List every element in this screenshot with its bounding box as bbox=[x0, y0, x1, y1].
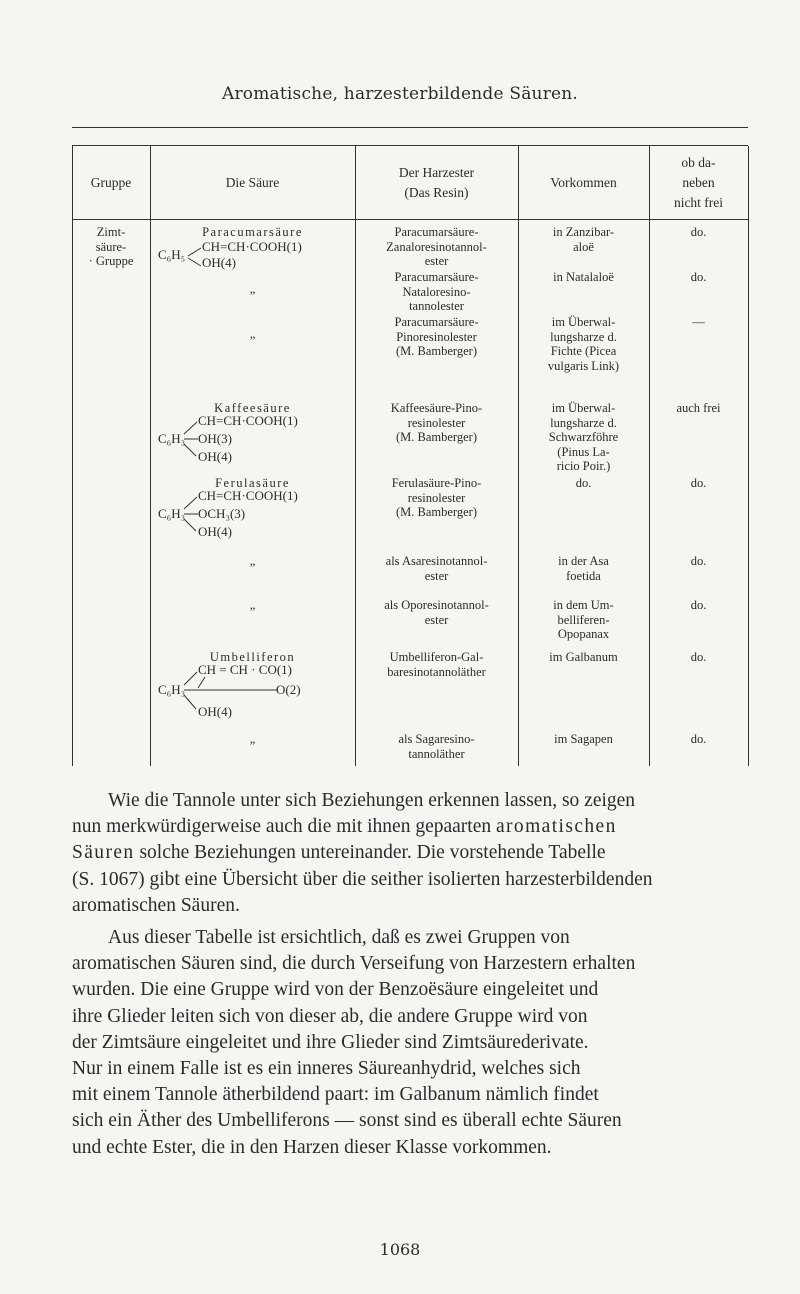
frei-cell: do. bbox=[690, 732, 707, 746]
text-line: aromatischen Säuren sind, die durch Verseifung von Harzestern erhalten bbox=[72, 953, 636, 975]
formula-kaffee bbox=[158, 414, 348, 466]
ditto-mark: „ bbox=[249, 598, 256, 612]
formula-sub: CH=CH·COOH(1) bbox=[202, 239, 302, 254]
table-row: als Asaresinotannol- ester bbox=[385, 554, 488, 583]
header-frei: ob da- neben nicht frei bbox=[673, 154, 724, 210]
table-row: Paracumarsäure- Zanaloresinotannol- ester bbox=[386, 225, 487, 268]
vorkommen-cell: in Zanzibar- aloë bbox=[552, 225, 615, 254]
vorkommen-cell: im Galbanum bbox=[549, 650, 618, 664]
formula-sub: OH(4) bbox=[202, 255, 236, 270]
frei-cell: do. bbox=[690, 598, 707, 612]
text-line: sich ein Äther des Umbelliferons — sonst sind es überall echte Säuren bbox=[72, 1110, 622, 1132]
table-border-right bbox=[748, 146, 749, 766]
ditto-mark: „ bbox=[249, 554, 256, 568]
table-row: Umbelliferon-Gal- baresinotannoläther bbox=[387, 650, 486, 679]
formula-paracumar bbox=[158, 239, 348, 273]
formula-main: C₆H₃ bbox=[158, 506, 186, 521]
acid-table bbox=[72, 146, 748, 766]
frei-cell: do. bbox=[690, 225, 707, 239]
vorkommen-cell: in Natalaloë bbox=[553, 270, 614, 284]
formula-sub: O(2) bbox=[276, 682, 301, 697]
header-saeure: Die Säure bbox=[225, 174, 280, 190]
frei-cell: do. bbox=[690, 650, 707, 664]
vorkommen-cell: do. bbox=[575, 476, 592, 490]
text-line: nun merkwürdigerweise auch die mit ihnen gepaarten aromatischen bbox=[72, 816, 617, 838]
acid-name-ferula: Ferulasäure bbox=[215, 476, 290, 490]
table-row: Ferulasäure-Pino- resinolester (M. Bamberger) bbox=[391, 476, 482, 519]
paragraph-2 bbox=[72, 925, 748, 1161]
formula-ferula bbox=[158, 489, 348, 541]
acid-name-umbelliferon: Umbelliferon bbox=[209, 650, 296, 664]
text-line: der Zimtsäure eingeleitet und ihre Glieder sind Zimtsäurederivate. bbox=[72, 1031, 589, 1053]
frei-cell: do. bbox=[690, 270, 707, 284]
formula-main: C₆H₃ bbox=[158, 682, 186, 697]
vorkommen-cell: in der Asa foetida bbox=[558, 554, 609, 583]
acid-name-kaffee: Kaffeesäure bbox=[214, 401, 291, 415]
formula-sub: CH = CH · CO(1) bbox=[198, 662, 292, 677]
vorkommen-cell: im Sagapen bbox=[554, 732, 613, 746]
frei-cell: do. bbox=[690, 554, 707, 568]
vorkommen-cell: im Überwal- lungsharze d. Schwarzföhre (Pinus La- ricio Poir.) bbox=[548, 401, 619, 473]
header-vorkommen: Vorkommen bbox=[550, 174, 617, 190]
vorkommen-cell: im Überwal- lungsharze d. Fichte (Picea vulgaris Link) bbox=[547, 315, 620, 373]
text-line: ihre Glieder leiten sich von dieser ab, die andere Gruppe wird von bbox=[72, 1005, 588, 1027]
formula-sub: OH(3) bbox=[198, 431, 232, 446]
table-row: als Sagaresino- tannoläther bbox=[398, 732, 475, 761]
frei-cell: — bbox=[692, 315, 705, 329]
ditto-mark: „ bbox=[249, 732, 256, 746]
page-number: 1068 bbox=[379, 1240, 421, 1259]
text-line: Säuren solche Beziehungen untereinander. Die vorstehende Tabelle bbox=[72, 842, 606, 864]
table-row: Paracumarsäure- Nataloresino- tannolester bbox=[394, 270, 479, 313]
table-row: Kaffeesäure-Pino- resinolester (M. Bamberger) bbox=[390, 401, 483, 444]
text-line: (S. 1067) gibt eine Übersicht über die seither isolierten harzesterbildenden bbox=[72, 868, 653, 890]
paragraph-1 bbox=[72, 788, 748, 919]
text-line: wurden. Die eine Gruppe wird von der Benzoësäure eingeleitet und bbox=[72, 979, 599, 1001]
text-line: und echte Ester, die in den Harzen dieser Klasse vorkommen. bbox=[72, 1136, 552, 1158]
top-rule bbox=[72, 127, 748, 128]
formula-umbelliferon bbox=[158, 663, 348, 721]
header-divider bbox=[72, 219, 748, 220]
table-row: Paracumarsäure- Pinoresinolester (M. Bamberger) bbox=[394, 315, 479, 358]
table-row: als Oporesinotannol- ester bbox=[384, 598, 489, 627]
formula-sub: OCH₃(3) bbox=[198, 506, 246, 521]
frei-cell: auch frei bbox=[676, 401, 721, 415]
frei-cell: do. bbox=[690, 476, 707, 490]
formula-sub: CH=CH·COOH(1) bbox=[198, 488, 298, 503]
text-line: mit einem Tannole ätherbildend paart: im Galbanum nämlich findet bbox=[72, 1084, 599, 1106]
ditto-mark: „ bbox=[249, 327, 256, 341]
text-line: Wie die Tannole unter sich Beziehungen erkennen lassen, so zeigen bbox=[108, 790, 636, 811]
text-line: Nur in einem Falle ist es ein inneres Säureanhydrid, welches sich bbox=[72, 1058, 581, 1080]
page-header: Aromatische, harzesterbildende Säuren. bbox=[221, 84, 579, 104]
text-line: Aus dieser Tabelle ist ersichtlich, daß es zwei Gruppen von bbox=[108, 927, 570, 948]
vorkommen-cell: in dem Um- belliferen- Opopanax bbox=[553, 598, 614, 641]
formula-sub: OH(4) bbox=[198, 524, 232, 539]
formula-main: C₆H₅ bbox=[158, 247, 186, 262]
formula-sub: OH(4) bbox=[198, 449, 232, 464]
formula-sub: OH(4) bbox=[198, 704, 232, 719]
formula-main: C₆H₃ bbox=[158, 431, 186, 446]
formula-sub: CH=CH·COOH(1) bbox=[198, 413, 298, 428]
text-line: aromatischen Säuren. bbox=[72, 894, 240, 916]
header-gruppe: Gruppe bbox=[90, 174, 132, 190]
group-label: Zimt- säure- · Gruppe bbox=[88, 225, 134, 268]
header-harzester: Der Harzester (Das Resin) bbox=[398, 164, 475, 200]
ditto-mark: „ bbox=[249, 282, 256, 296]
acid-name-paracumar: Paracumarsäure bbox=[202, 225, 303, 239]
